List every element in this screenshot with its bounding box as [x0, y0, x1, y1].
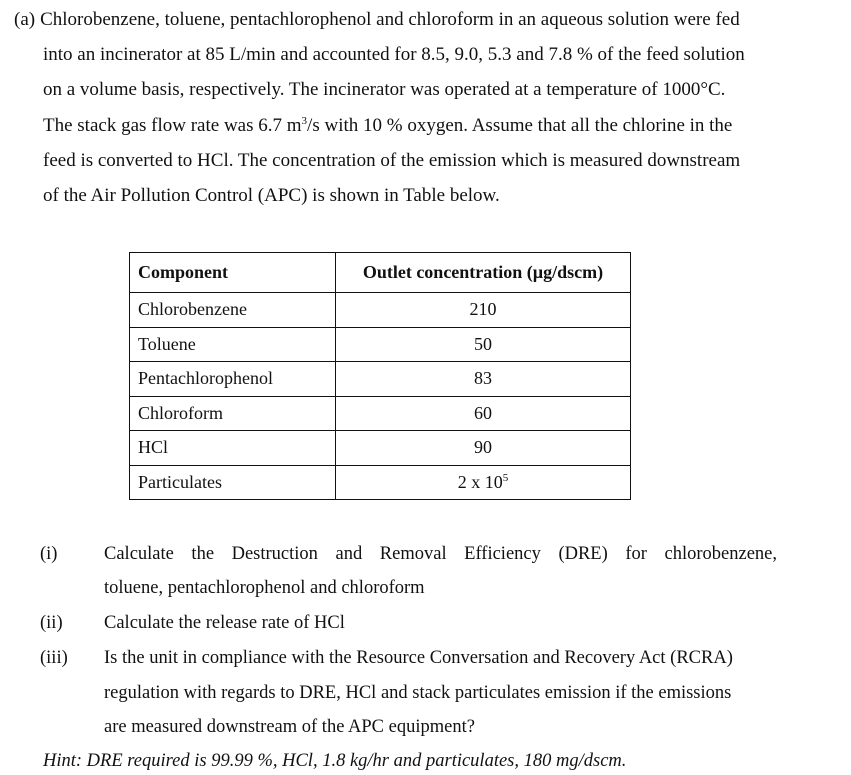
- superscript: 3: [301, 115, 308, 127]
- cell-value: 90: [336, 431, 631, 466]
- table-row: [130, 396, 631, 431]
- cell-value: 210: [336, 293, 631, 328]
- part-label: (a): [14, 9, 36, 30]
- cell-value: 83: [336, 362, 631, 397]
- intro-line-3: on a volume basis, respectively. The incinerator was operated at a temperature of 1000°C.: [43, 79, 726, 100]
- question-text: are measured downstream of the APC equipment?: [104, 717, 475, 737]
- intro-line-1: (a) Chlorobenzene, toluene, pentachlorophenol and chloroform in an aqueous solution were fed: [14, 9, 740, 30]
- question-text: Is the unit in compliance with the Resource Conversation and Recovery Act (RCRA): [104, 648, 733, 668]
- table-row: [130, 431, 631, 466]
- superscript: 5: [502, 471, 509, 484]
- question-text: toluene, pentachlorophenol and chloroform: [104, 578, 425, 598]
- table-row: [130, 465, 631, 500]
- cell-value: 50: [336, 327, 631, 362]
- cell-component: Pentachlorophenol: [130, 362, 336, 397]
- emissions-table: [129, 252, 631, 500]
- question-number: (ii): [40, 613, 63, 633]
- cell-value: 60: [336, 396, 631, 431]
- question-number: (i): [40, 544, 58, 564]
- intro-line-6: of the Air Pollution Control (APC) is shown in Table below.: [43, 185, 500, 206]
- header-outlet-concentration: Outlet concentration (µg/dscm): [336, 253, 631, 293]
- intro-line-5: feed is converted to HCl. The concentration of the emission which is measured downstream: [43, 150, 741, 171]
- table-row: [130, 327, 631, 362]
- question-text: Calculate the Destruction and Removal Efficiency (DRE) for chlorobenzene,: [104, 544, 777, 564]
- question-text: regulation with regards to DRE, HCl and stack particulates emission if the emissions: [104, 683, 732, 703]
- table-row: [130, 293, 631, 328]
- cell-component: Chlorobenzene: [130, 293, 336, 328]
- cell-component: HCl: [130, 431, 336, 466]
- cell-component: Toluene: [130, 327, 336, 362]
- cell-component: Chloroform: [130, 396, 336, 431]
- header-component: Component: [130, 253, 336, 293]
- question-number: (iii): [40, 648, 68, 668]
- intro-line-2: into an incinerator at 85 L/min and accounted for 8.5, 9.0, 5.3 and 7.8 % of the feed solution: [43, 44, 745, 65]
- cell-component: Particulates: [130, 465, 336, 500]
- intro-line-4: The stack gas flow rate was 6.7 $m^3/s$ with 10 % oxygen. Assume that all the chlorine in the: [43, 115, 733, 136]
- cell-value: 2 x $10^5$: [336, 465, 631, 500]
- hint-text: Hint: DRE required is 99.99 %, HCl, 1.8 kg/hr and particulates, 180 mg/dscm.: [43, 751, 627, 771]
- table-row: [130, 362, 631, 397]
- question-text: Calculate the release rate of HCl: [104, 613, 345, 633]
- table-header-row: [130, 253, 631, 293]
